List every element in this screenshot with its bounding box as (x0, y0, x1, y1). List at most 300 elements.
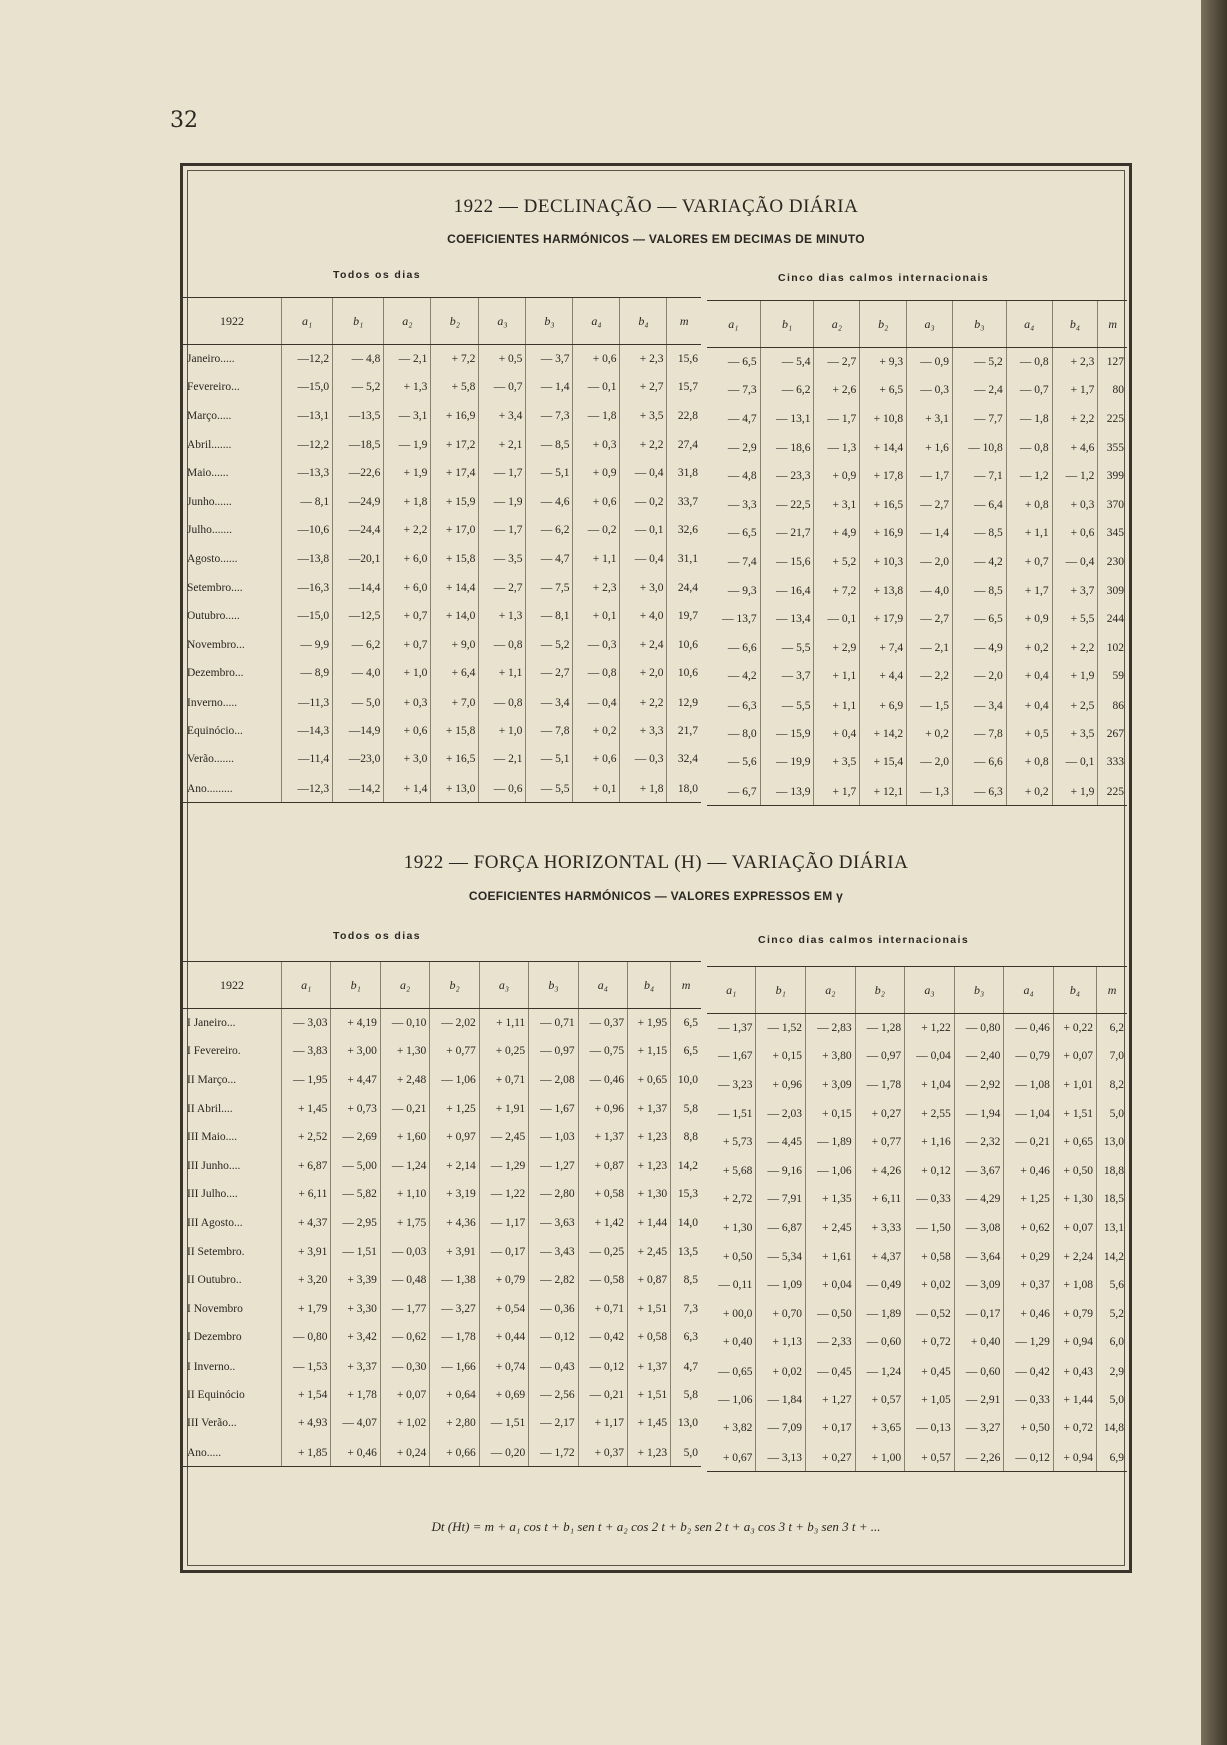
table-cell: + 0,45 (905, 1357, 955, 1386)
table-cell: — 2,32 (954, 1128, 1004, 1157)
table-cell: — 5,6 (727, 756, 757, 769)
table-cell: 32,6 (667, 516, 701, 545)
table-cell: —13,1 (282, 402, 333, 431)
table-cell: — 8,0 (727, 727, 757, 740)
table-cell: — 0,13 (905, 1414, 955, 1443)
table-cell: —14,9 (333, 716, 384, 745)
page-number: 32 (170, 108, 198, 133)
table-row (183, 459, 701, 488)
table-cell: + 17,9 (860, 605, 907, 634)
row-label: II Setembro. (187, 1245, 245, 1258)
table-cell: + 2,0 (620, 659, 667, 688)
table-cell: + 3,65 (855, 1414, 905, 1443)
table-cell: + 1,78 (331, 1380, 380, 1409)
table-cell: + 0,77 (430, 1037, 479, 1066)
table-cell: + 0,46 (331, 1437, 380, 1466)
table-cell: + 5,5 (1052, 605, 1098, 634)
table-cell: 15,6 (667, 345, 701, 374)
column-header: b₁ (756, 967, 806, 1014)
table-cell: + 2,24 (1053, 1242, 1096, 1271)
table-cell: + 0,70 (756, 1299, 806, 1328)
table-cell: — 0,8 (479, 688, 526, 717)
row-label: Dezembro... (187, 667, 244, 680)
table-cell: + 0,27 (806, 1442, 856, 1471)
table-cell: — 1,89 (855, 1299, 905, 1328)
table-cell: —12,3 (282, 773, 333, 802)
table-cell: 18,5 (1097, 1185, 1127, 1214)
table-cell: + 1,23 (628, 1437, 671, 1466)
table-cell: 4,7 (671, 1352, 701, 1381)
table-cell: + 2,52 (282, 1123, 331, 1152)
table-row (707, 548, 1127, 577)
table-cell: — 0,97 (529, 1037, 578, 1066)
table-cell: — 1,9 (384, 430, 431, 459)
table-cell: 244 (1098, 605, 1127, 634)
table-cell: — 1,8 (1006, 405, 1052, 434)
table-cell: + 0,7 (1006, 548, 1052, 577)
table-cell: — 0,42 (1004, 1357, 1054, 1386)
table-cell: + 2,2 (1052, 633, 1098, 662)
table-cell: + 2,6 (814, 376, 860, 405)
table-cell: — 0,20 (479, 1437, 528, 1466)
table-cell: + 1,1 (814, 662, 860, 691)
table-cell: + 0,12 (905, 1156, 955, 1185)
table-cell: — 3,5 (479, 545, 526, 574)
table-cell: —24,9 (333, 487, 384, 516)
table-row (707, 433, 1127, 462)
table-cell: — 8,1 (526, 602, 573, 631)
table-cell: — 8,5 (952, 576, 1006, 605)
table-cell: — 0,58 (578, 1266, 627, 1295)
row-label: III Maio.... (187, 1131, 238, 1144)
table-cell: + 2,80 (430, 1409, 479, 1438)
table-cell: — 5,4 (760, 348, 814, 377)
declination-subtitle: COEFICIENTES HARMÓNICOS — VALORES EM DECIMAS DE MINUTO (447, 232, 865, 246)
row-label: Outubro..... (187, 610, 240, 623)
table-cell: — 6,2 (333, 630, 384, 659)
table-cell: + 1,1 (814, 691, 860, 720)
table-cell: 102 (1098, 633, 1127, 662)
table-cell: + 1,1 (1006, 519, 1052, 548)
table-cell: + 1,30 (380, 1037, 429, 1066)
table-cell: + 0,6 (384, 716, 431, 745)
table-cell: 225 (1098, 405, 1127, 434)
table-cell: + 1,9 (1052, 662, 1098, 691)
table-row (707, 719, 1127, 748)
table-cell: — 0,21 (578, 1380, 627, 1409)
table-cell: + 13,8 (860, 576, 907, 605)
table-cell: + 1,75 (380, 1209, 429, 1238)
table-row (707, 1185, 1127, 1214)
table-cell: + 7,2 (431, 345, 479, 374)
table-cell: —23,0 (333, 745, 384, 774)
table-cell: + 1,37 (628, 1094, 671, 1123)
table-cell: — 0,62 (380, 1323, 429, 1352)
column-header: b₂ (430, 962, 479, 1009)
table-cell: + 4,26 (855, 1156, 905, 1185)
column-header: b₄ (1053, 967, 1096, 1014)
table-cell: — 3,23 (717, 1078, 753, 1091)
table-cell: + 1,27 (806, 1385, 856, 1414)
table-cell: + 0,9 (573, 459, 620, 488)
table-row (707, 633, 1127, 662)
table-cell: — 8,5 (526, 430, 573, 459)
row-label: II Outubro.. (187, 1274, 242, 1287)
table-cell: — 1,53 (282, 1352, 331, 1381)
table-row (183, 402, 701, 431)
table-cell: — 7,3 (526, 402, 573, 431)
table-cell: — 0,3 (573, 630, 620, 659)
table-cell: — 1,3 (814, 433, 860, 462)
table-row (707, 662, 1127, 691)
table-cell: + 1,60 (380, 1123, 429, 1152)
table-cell: — 0,80 (954, 1014, 1004, 1043)
table-cell: + 1,10 (380, 1180, 429, 1209)
row-label: II Abril.... (187, 1102, 233, 1115)
table-cell: + 2,45 (628, 1237, 671, 1266)
table-cell: + 5,2 (814, 548, 860, 577)
table-cell: + 16,5 (860, 490, 907, 519)
table-cell: — 3,27 (954, 1414, 1004, 1443)
table-cell: + 0,7 (384, 630, 431, 659)
table-cell: — 3,7 (760, 662, 814, 691)
table-row (183, 373, 701, 402)
table-cell: — 0,4 (620, 545, 667, 574)
table-cell: — 3,1 (384, 402, 431, 431)
table-cell: — 4,2 (952, 548, 1006, 577)
table-cell: — 7,09 (756, 1414, 806, 1443)
table-cell: — 4,6 (526, 487, 573, 516)
table-cell: — 1,37 (717, 1022, 753, 1035)
table-cell: — 6,4 (952, 490, 1006, 519)
table-cell: + 0,7 (384, 602, 431, 631)
table-cell: — 5,2 (952, 348, 1006, 377)
table-cell: — 2,1 (907, 633, 953, 662)
table-cell: + 2,2 (620, 430, 667, 459)
table-cell: — 2,80 (529, 1180, 578, 1209)
table-cell: — 10,8 (952, 433, 1006, 462)
table-cell: — 3,7 (526, 345, 573, 374)
column-header: a₂ (384, 298, 431, 345)
table-cell: + 1,6 (907, 433, 953, 462)
table-cell: 225 (1098, 776, 1127, 805)
table-cell: + 2,7 (620, 373, 667, 402)
table-cell: 127 (1098, 348, 1127, 377)
table-cell: — 7,91 (756, 1185, 806, 1214)
table-cell: — 1,9 (479, 487, 526, 516)
table-cell: — 8,5 (952, 519, 1006, 548)
table-cell: + 2,72 (722, 1193, 753, 1206)
table-cell: + 2,45 (806, 1214, 856, 1243)
table-cell: + 1,61 (806, 1242, 856, 1271)
table-cell: — 0,33 (1004, 1385, 1054, 1414)
table-cell: — 0,65 (717, 1366, 753, 1379)
table-cell: + 4,36 (430, 1209, 479, 1238)
table-cell: + 3,91 (282, 1237, 331, 1266)
table-cell: — 18,6 (760, 433, 814, 462)
declination-calm-days-caption: Cinco dias calmos internacionais (778, 272, 990, 284)
table-cell: + 1,4 (384, 773, 431, 802)
row-label: I Novembro (187, 1302, 243, 1315)
table-cell: + 1,11 (479, 1009, 528, 1038)
table-cell: + 14,2 (860, 719, 907, 748)
table-row (183, 1409, 701, 1438)
table-cell: + 0,40 (722, 1336, 753, 1349)
table-cell: + 0,2 (1006, 776, 1052, 805)
table-cell: — 13,4 (760, 605, 814, 634)
table-cell: 5,0 (1097, 1385, 1127, 1414)
table-cell: + 1,25 (430, 1094, 479, 1123)
table-cell: + 0,69 (479, 1380, 528, 1409)
table-cell: — 1,67 (717, 1050, 753, 1063)
table-cell: — 1,08 (1004, 1071, 1054, 1100)
table-cell: 399 (1098, 462, 1127, 491)
table-cell: + 1,22 (905, 1014, 955, 1043)
table-cell: 21,7 (667, 716, 701, 745)
table-cell: + 3,09 (806, 1071, 856, 1100)
declination-calm-days-table (707, 300, 1127, 806)
table-cell: — 5,0 (333, 688, 384, 717)
column-header: b₃ (952, 301, 1006, 348)
table-cell: — 0,33 (905, 1185, 955, 1214)
table-cell: 31,8 (667, 459, 701, 488)
table-cell: + 0,44 (479, 1323, 528, 1352)
table-cell: 18,0 (667, 773, 701, 802)
table-cell: + 3,19 (430, 1180, 479, 1209)
row-label: Verão....... (187, 753, 234, 766)
table-cell: + 0,37 (578, 1437, 627, 1466)
table-cell: — 9,9 (282, 630, 333, 659)
table-row (707, 1014, 1127, 1043)
table-cell: + 0,87 (628, 1266, 671, 1295)
table-row (707, 691, 1127, 720)
table-cell: — 0,80 (282, 1323, 331, 1352)
table-cell: — 0,48 (380, 1266, 429, 1295)
table-cell: + 0,57 (905, 1442, 955, 1471)
table-cell: + 4,6 (1052, 433, 1098, 462)
table-cell: — 6,3 (952, 776, 1006, 805)
column-header: a₁ (707, 301, 760, 348)
table-cell: 10,6 (667, 659, 701, 688)
table-cell: + 3,20 (282, 1266, 331, 1295)
table-cell: — 1,28 (855, 1014, 905, 1043)
table-cell: — 3,4 (952, 691, 1006, 720)
table-cell: + 1,7 (814, 776, 860, 805)
row-label: Agosto...... (187, 552, 238, 565)
table-cell: + 0,3 (1052, 490, 1098, 519)
table-cell: + 0,67 (707, 1442, 756, 1471)
table-cell: — 0,4 (573, 688, 620, 717)
table-cell: 13,0 (1097, 1128, 1127, 1157)
table-row (183, 1180, 701, 1209)
table-cell: 80 (1098, 376, 1127, 405)
table-row (183, 1294, 701, 1323)
table-cell: 13,0 (671, 1409, 701, 1438)
table-cell: + 1,08 (1053, 1271, 1096, 1300)
table-cell: + 0,71 (578, 1294, 627, 1323)
table-row (183, 773, 701, 802)
table-cell: — 2,0 (907, 548, 953, 577)
table-row (707, 605, 1127, 634)
table-cell: + 0,9 (814, 462, 860, 491)
table-cell: — 1,52 (756, 1014, 806, 1043)
table-cell: — 6,5 (952, 605, 1006, 634)
table-cell: + 4,37 (855, 1242, 905, 1271)
table-cell: — 1,78 (855, 1071, 905, 1100)
table-cell: + 2,55 (905, 1099, 955, 1128)
table-cell: + 15,4 (860, 748, 907, 777)
table-cell: + 0,04 (806, 1271, 856, 1300)
table-cell: — 2,02 (430, 1009, 479, 1038)
table-cell: + 0,15 (806, 1099, 856, 1128)
table-cell: 18,8 (1097, 1156, 1127, 1185)
table-cell: — 0,37 (578, 1009, 627, 1038)
table-cell: 355 (1098, 433, 1127, 462)
table-cell: + 1,16 (905, 1128, 955, 1157)
table-cell: + 2,4 (620, 630, 667, 659)
table-cell: — 1,7 (479, 459, 526, 488)
table-row (707, 1299, 1127, 1328)
column-header: a₄ (1004, 967, 1054, 1014)
table-cell: —14,4 (333, 573, 384, 602)
table-cell: — 0,12 (1004, 1442, 1054, 1471)
table-cell: + 16,9 (431, 402, 479, 431)
table-cell: — 6,3 (727, 700, 757, 713)
table-cell: — 0,1 (814, 605, 860, 634)
table-row (183, 1094, 701, 1123)
table-cell: + 0,50 (722, 1250, 753, 1263)
table-cell: — 0,1 (573, 373, 620, 402)
table-cell: — 1,29 (479, 1151, 528, 1180)
table-cell: — 6,7 (707, 776, 760, 805)
table-cell: — 0,12 (578, 1352, 627, 1381)
table-cell: + 5,68 (722, 1164, 753, 1177)
table-cell: + 3,00 (331, 1037, 380, 1066)
table-cell: + 15,9 (431, 487, 479, 516)
table-cell: —12,2 (282, 430, 333, 459)
table-cell: 22,8 (667, 402, 701, 431)
table-cell: + 0,6 (573, 345, 620, 374)
table-cell: + 0,24 (380, 1437, 429, 1466)
table-row (183, 1437, 701, 1466)
table-cell: — 2,9 (727, 441, 757, 454)
table-cell: + 3,80 (806, 1042, 856, 1071)
table-cell: — 3,13 (756, 1442, 806, 1471)
table-cell: + 1,44 (1053, 1385, 1096, 1414)
table-cell: + 2,2 (384, 516, 431, 545)
table-cell: + 2,5 (1052, 691, 1098, 720)
table-row (707, 1442, 1127, 1471)
table-cell: + 0,50 (1053, 1156, 1096, 1185)
horizontal-calm-days-caption: Cinco dias calmos internacionais (758, 934, 970, 946)
table-cell: — 7,3 (727, 384, 757, 397)
table-cell: — 1,8 (573, 402, 620, 431)
column-header: b₁ (331, 962, 380, 1009)
table-cell: + 0,46 (1004, 1156, 1054, 1185)
table-cell: + 3,1 (907, 405, 953, 434)
table-row (183, 1266, 701, 1295)
table-cell: — 1,94 (954, 1099, 1004, 1128)
table-cell: + 6,4 (431, 659, 479, 688)
table-cell: — 19,9 (760, 748, 814, 777)
table-cell: + 0,97 (430, 1123, 479, 1152)
table-cell: — 1,51 (717, 1107, 753, 1120)
table-cell: + 1,13 (756, 1328, 806, 1357)
table-cell: — 1,2 (1052, 462, 1098, 491)
table-cell: — 1,51 (331, 1237, 380, 1266)
table-cell: — 2,95 (331, 1209, 380, 1238)
table-cell: + 0,87 (578, 1151, 627, 1180)
table-cell: + 0,1 (573, 773, 620, 802)
year-header: 1922 (183, 962, 282, 1009)
table-cell: — 0,8 (1006, 433, 1052, 462)
table-cell: + 0,6 (1052, 519, 1098, 548)
table-cell: — 2,26 (954, 1442, 1004, 1471)
table-cell: + 2,3 (1052, 348, 1098, 377)
year-header: 1922 (183, 298, 282, 345)
table-cell: — 13,9 (760, 776, 814, 805)
table-row (707, 1271, 1127, 1300)
table-cell: + 0,22 (1053, 1014, 1096, 1043)
table-cell: + 2,9 (814, 633, 860, 662)
table-cell: — 4,7 (727, 412, 757, 425)
table-cell: + 0,96 (578, 1094, 627, 1123)
table-cell: + 0,02 (756, 1357, 806, 1386)
column-header: a₃ (479, 298, 526, 345)
table-cell: — 4,8 (727, 470, 757, 483)
table-cell: — 6,5 (727, 356, 757, 369)
table-row (707, 462, 1127, 491)
table-cell: + 1,25 (1004, 1185, 1054, 1214)
horizontal-calm-days-table (707, 966, 1127, 1472)
table-cell: + 7,4 (860, 633, 907, 662)
table-cell: — 1,84 (756, 1385, 806, 1414)
row-label: Junho...... (187, 495, 232, 508)
table-cell: 6,5 (671, 1037, 701, 1066)
table-cell: — 2,92 (954, 1071, 1004, 1100)
table-row (183, 1123, 701, 1152)
table-cell: — 0,10 (380, 1009, 429, 1038)
table-cell: — 3,08 (954, 1214, 1004, 1243)
page-gutter (1201, 0, 1227, 1745)
table-cell: — 4,2 (727, 670, 757, 683)
table-row (183, 716, 701, 745)
table-cell: + 3,4 (479, 402, 526, 431)
table-cell: + 14,4 (431, 573, 479, 602)
table-cell: 10,6 (667, 630, 701, 659)
table-cell: + 0,8 (1006, 748, 1052, 777)
declination-all-days-table (183, 297, 701, 803)
table-cell: — 0,79 (1004, 1042, 1054, 1071)
row-label: Inverno..... (187, 697, 238, 710)
table-cell: — 0,52 (905, 1299, 955, 1328)
row-label: Novembro... (187, 638, 245, 651)
table-cell: — 1,24 (855, 1357, 905, 1386)
table-cell: — 6,6 (952, 748, 1006, 777)
table-cell: + 1,0 (384, 659, 431, 688)
table-cell: — 2,91 (954, 1385, 1004, 1414)
table-cell: — 2,7 (814, 348, 860, 377)
table-cell: 345 (1098, 519, 1127, 548)
column-header: b₄ (628, 962, 671, 1009)
table-cell: — 0,60 (855, 1328, 905, 1357)
table-cell: 14,2 (1097, 1242, 1127, 1271)
table-row (707, 1128, 1127, 1157)
table-cell: — 0,17 (479, 1237, 528, 1266)
table-cell: — 1,7 (814, 405, 860, 434)
table-cell: — 0,8 (1006, 348, 1052, 377)
table-cell: 7,0 (1097, 1042, 1127, 1071)
